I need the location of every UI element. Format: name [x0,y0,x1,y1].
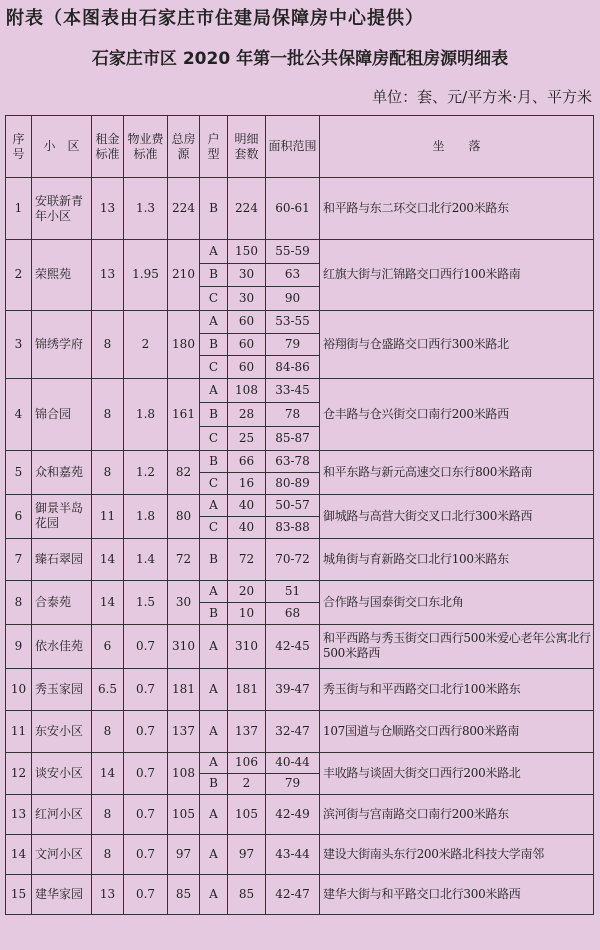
cell-area: 63-78 [266,450,320,472]
table-row [6,624,594,668]
cell-count: 97 [228,834,266,874]
cell-count: 25 [228,426,266,450]
cell-rent: 6.5 [92,668,124,710]
cell-name: 众和嘉苑 [32,450,92,494]
cell-count: 150 [228,240,266,264]
cell-location: 御城路与高营大街交叉口北行300米路西 [320,494,594,538]
cell-count: 10 [228,602,266,624]
cell-fee: 0.7 [124,668,168,710]
cell-area: 84-86 [266,356,320,379]
cell-total: 210 [168,240,200,311]
cell-fee: 1.8 [124,494,168,538]
cell-count: 30 [228,287,266,311]
cell-count: 40 [228,494,266,516]
cell-seq: 4 [6,378,32,450]
cell-location: 红旗大街与汇锦路交口西行100米路南 [320,240,594,311]
cell-location: 和平东路与新元高速交口东行800米路南 [320,450,594,494]
cell-location: 滨河街与宫南路交口南行200米路东 [320,794,594,834]
cell-area: 42-49 [266,794,320,834]
header-rent: 租金标准 [92,116,124,178]
cell-type: B [200,773,228,794]
table-row [6,794,594,834]
cell-type: B [200,178,228,240]
cell-fee: 1.5 [124,580,168,624]
cell-area: 60-61 [266,178,320,240]
table-row [6,178,594,240]
cell-location: 仓丰路与仓兴街交口南行200米路西 [320,378,594,450]
cell-total: 137 [168,710,200,752]
table-row [6,378,594,402]
table-row [6,450,594,472]
cell-rent: 14 [92,752,124,794]
table-row [6,874,594,914]
header-seq: 序号 [6,116,32,178]
cell-type: A [200,834,228,874]
cell-name: 建华家园 [32,874,92,914]
table-row [6,668,594,710]
table-body [6,178,594,915]
cell-area: 50-57 [266,494,320,516]
cell-count: 108 [228,378,266,402]
cell-fee: 1.4 [124,538,168,580]
cell-type: B [200,402,228,426]
cell-count: 60 [228,310,266,333]
cell-area: 43-44 [266,834,320,874]
header-count: 明细套数 [228,116,266,178]
cell-seq: 6 [6,494,32,538]
cell-rent: 11 [92,494,124,538]
table-row [6,834,594,874]
cell-area: 79 [266,773,320,794]
table-row [6,710,594,752]
units-label: 单位：套、元/平方米·月、平方米 [372,88,592,106]
cell-seq: 3 [6,310,32,378]
cell-area: 70-72 [266,538,320,580]
cell-location: 和平路与东二环交口北行200米路东 [320,178,594,240]
cell-name: 御景半岛花园 [32,494,92,538]
cell-count: 85 [228,874,266,914]
cell-type: A [200,494,228,516]
cell-seq: 10 [6,668,32,710]
cell-count: 16 [228,472,266,494]
table-row [6,538,594,580]
cell-location: 裕翔街与仓盛路交口西行300米路北 [320,310,594,378]
table-row [6,752,594,773]
cell-area: 33-45 [266,378,320,402]
cell-count: 20 [228,580,266,602]
cell-name: 文河小区 [32,834,92,874]
cell-total: 310 [168,624,200,668]
cell-location: 建华大街与和平路交口北行300米路西 [320,874,594,914]
cell-count: 181 [228,668,266,710]
cell-seq: 1 [6,178,32,240]
cell-type: C [200,287,228,311]
cell-name: 荣熙苑 [32,240,92,311]
cell-seq: 5 [6,450,32,494]
cell-rent: 8 [92,794,124,834]
page-title: 石家庄市区 2020 年第一批公共保障房配租房源明细表 [91,49,509,69]
table-row [6,580,594,602]
cell-total: 108 [168,752,200,794]
cell-area: 90 [266,287,320,311]
cell-type: C [200,472,228,494]
cell-count: 60 [228,333,266,356]
cell-area: 80-89 [266,472,320,494]
table-header-row [6,116,594,178]
cell-fee: 0.7 [124,752,168,794]
cell-name: 安联新青年小区 [32,178,92,240]
cell-type: B [200,602,228,624]
cell-count: 224 [228,178,266,240]
cell-area: 78 [266,402,320,426]
header-total: 总房源 [168,116,200,178]
cell-seq: 8 [6,580,32,624]
cell-count: 2 [228,773,266,794]
cell-total: 30 [168,580,200,624]
cell-type: B [200,333,228,356]
cell-location: 城角街与育新路交口北行100米路东 [320,538,594,580]
source-note: 附表（本图表由石家庄市住建局保障房中心提供） [6,8,424,29]
cell-count: 30 [228,263,266,287]
cell-rent: 14 [92,538,124,580]
table-row [6,494,594,516]
cell-area: 83-88 [266,516,320,538]
cell-type: A [200,580,228,602]
header-name: 小 区 [32,116,92,178]
cell-area: 53-55 [266,310,320,333]
cell-total: 181 [168,668,200,710]
cell-name: 锦合园 [32,378,92,450]
cell-rent: 8 [92,834,124,874]
cell-location: 合作路与国泰街交口东北角 [320,580,594,624]
cell-location: 建设大街南头东行200米路北科技大学南邻 [320,834,594,874]
cell-type: A [200,310,228,333]
cell-type: A [200,710,228,752]
cell-count: 137 [228,710,266,752]
cell-area: 42-45 [266,624,320,668]
cell-type: A [200,874,228,914]
cell-fee: 0.7 [124,874,168,914]
table-row [6,310,594,333]
cell-fee: 0.7 [124,834,168,874]
table-row [6,240,594,264]
cell-fee: 1.8 [124,378,168,450]
cell-type: A [200,752,228,773]
cell-total: 80 [168,494,200,538]
cell-seq: 2 [6,240,32,311]
cell-fee: 0.7 [124,624,168,668]
cell-fee: 0.7 [124,794,168,834]
cell-name: 依水佳苑 [32,624,92,668]
cell-count: 72 [228,538,266,580]
header-fee: 物业费标准 [124,116,168,178]
cell-seq: 9 [6,624,32,668]
cell-area: 42-47 [266,874,320,914]
cell-fee: 1.3 [124,178,168,240]
cell-rent: 14 [92,580,124,624]
cell-location: 107国道与仓顺路交口西行800米路南 [320,710,594,752]
cell-name: 锦绣学府 [32,310,92,378]
cell-count: 28 [228,402,266,426]
cell-name: 谈安小区 [32,752,92,794]
cell-seq: 7 [6,538,32,580]
header-location: 坐 落 [320,116,594,178]
cell-name: 臻石翠园 [32,538,92,580]
cell-rent: 6 [92,624,124,668]
cell-area: 55-59 [266,240,320,264]
cell-area: 68 [266,602,320,624]
cell-type: A [200,624,228,668]
housing-table [5,115,594,915]
cell-total: 161 [168,378,200,450]
cell-fee: 0.7 [124,710,168,752]
cell-rent: 8 [92,378,124,450]
cell-type: C [200,516,228,538]
cell-type: B [200,263,228,287]
cell-total: 224 [168,178,200,240]
cell-area: 51 [266,580,320,602]
cell-location: 和平西路与秀玉街交口西行500米爱心老年公寓北行500米路西 [320,624,594,668]
cell-type: A [200,668,228,710]
cell-type: A [200,794,228,834]
cell-seq: 12 [6,752,32,794]
cell-total: 85 [168,874,200,914]
cell-area: 39-47 [266,668,320,710]
cell-rent: 8 [92,710,124,752]
cell-fee: 2 [124,310,168,378]
cell-rent: 8 [92,310,124,378]
cell-count: 105 [228,794,266,834]
header-area: 面积范围 [266,116,320,178]
cell-fee: 1.95 [124,240,168,311]
cell-count: 310 [228,624,266,668]
cell-type: A [200,378,228,402]
cell-location: 秀玉街与和平西路交口北行100米路东 [320,668,594,710]
cell-location: 丰收路与谈固大街交口西行200米路北 [320,752,594,794]
cell-total: 82 [168,450,200,494]
cell-area: 32-47 [266,710,320,752]
cell-name: 合泰苑 [32,580,92,624]
cell-area: 40-44 [266,752,320,773]
cell-fee: 1.2 [124,450,168,494]
cell-rent: 13 [92,178,124,240]
cell-type: C [200,426,228,450]
cell-seq: 11 [6,710,32,752]
cell-seq: 15 [6,874,32,914]
cell-type: A [200,240,228,264]
cell-name: 秀玉家园 [32,668,92,710]
cell-type: B [200,450,228,472]
cell-name: 红河小区 [32,794,92,834]
cell-seq: 14 [6,834,32,874]
cell-total: 72 [168,538,200,580]
cell-rent: 13 [92,240,124,311]
cell-total: 180 [168,310,200,378]
cell-count: 106 [228,752,266,773]
cell-count: 40 [228,516,266,538]
cell-area: 85-87 [266,426,320,450]
cell-type: B [200,538,228,580]
cell-count: 60 [228,356,266,379]
cell-rent: 13 [92,874,124,914]
cell-name: 东安小区 [32,710,92,752]
cell-total: 97 [168,834,200,874]
cell-area: 63 [266,263,320,287]
cell-count: 66 [228,450,266,472]
cell-area: 79 [266,333,320,356]
cell-rent: 8 [92,450,124,494]
header-type: 户型 [200,116,228,178]
cell-total: 105 [168,794,200,834]
cell-seq: 13 [6,794,32,834]
cell-type: C [200,356,228,379]
